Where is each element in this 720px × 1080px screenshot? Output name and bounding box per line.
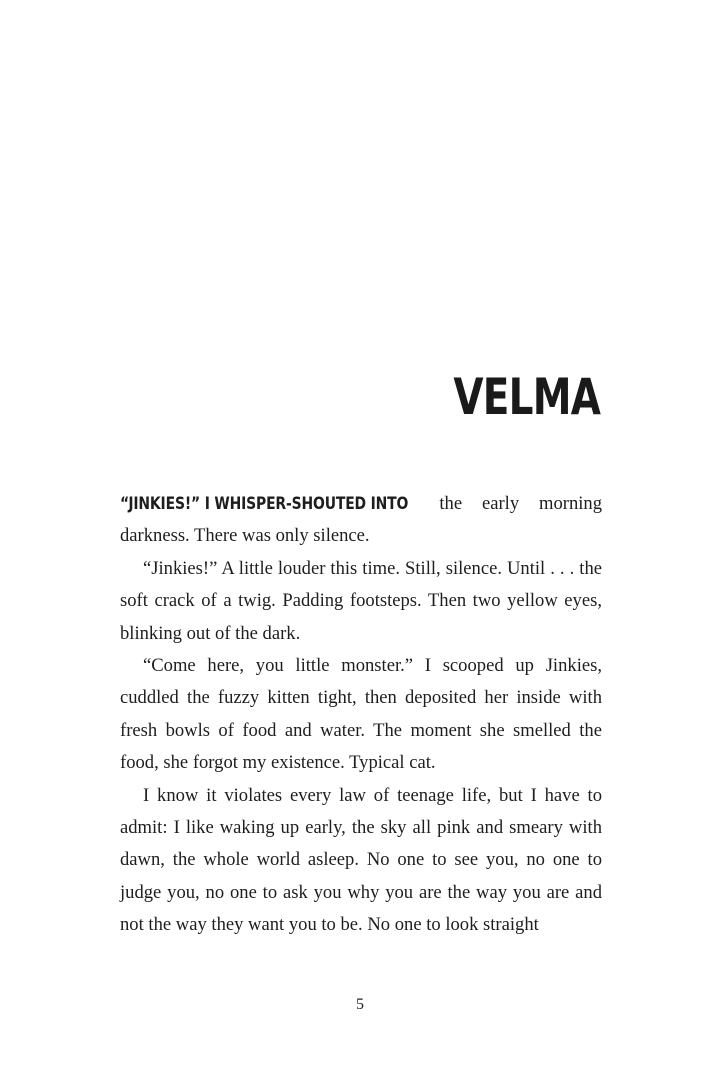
paragraph-1-text: the early morning darkness. There was only silence. xyxy=(120,493,602,547)
paragraph-3: “Come here, you little monster.” I scooped up Jinkies, cuddled the fuzzy kitten tight, then deposited her inside with fresh bowls of food and water. The moment she smelled the food, she forgot my existence. Typical cat. xyxy=(120,655,602,774)
page-number: 5 xyxy=(356,996,364,1013)
paragraph-1 xyxy=(120,488,602,553)
paragraph-4: I know it violates every law of teenage life, but I have to admit: I like waking up early, the sky all pink and smeary with dawn, the whole world asleep. No one to see you, no one to judge you, no one to ask you why you are the way you are and not the way they want you to be. No one to look straight xyxy=(120,784,602,936)
chapter-body xyxy=(120,488,602,942)
chapter-title: VELMA xyxy=(453,368,600,426)
lead-in-text: “JINKIES!” I WHISPER-SHOUTED INTO xyxy=(120,494,409,514)
paragraph-2: “Jinkies!” A little louder this time. Still, silence. Until . . . the soft crack of a twig. Padding footsteps. Then two yellow eyes, blinking out of the dark. xyxy=(120,557,602,644)
